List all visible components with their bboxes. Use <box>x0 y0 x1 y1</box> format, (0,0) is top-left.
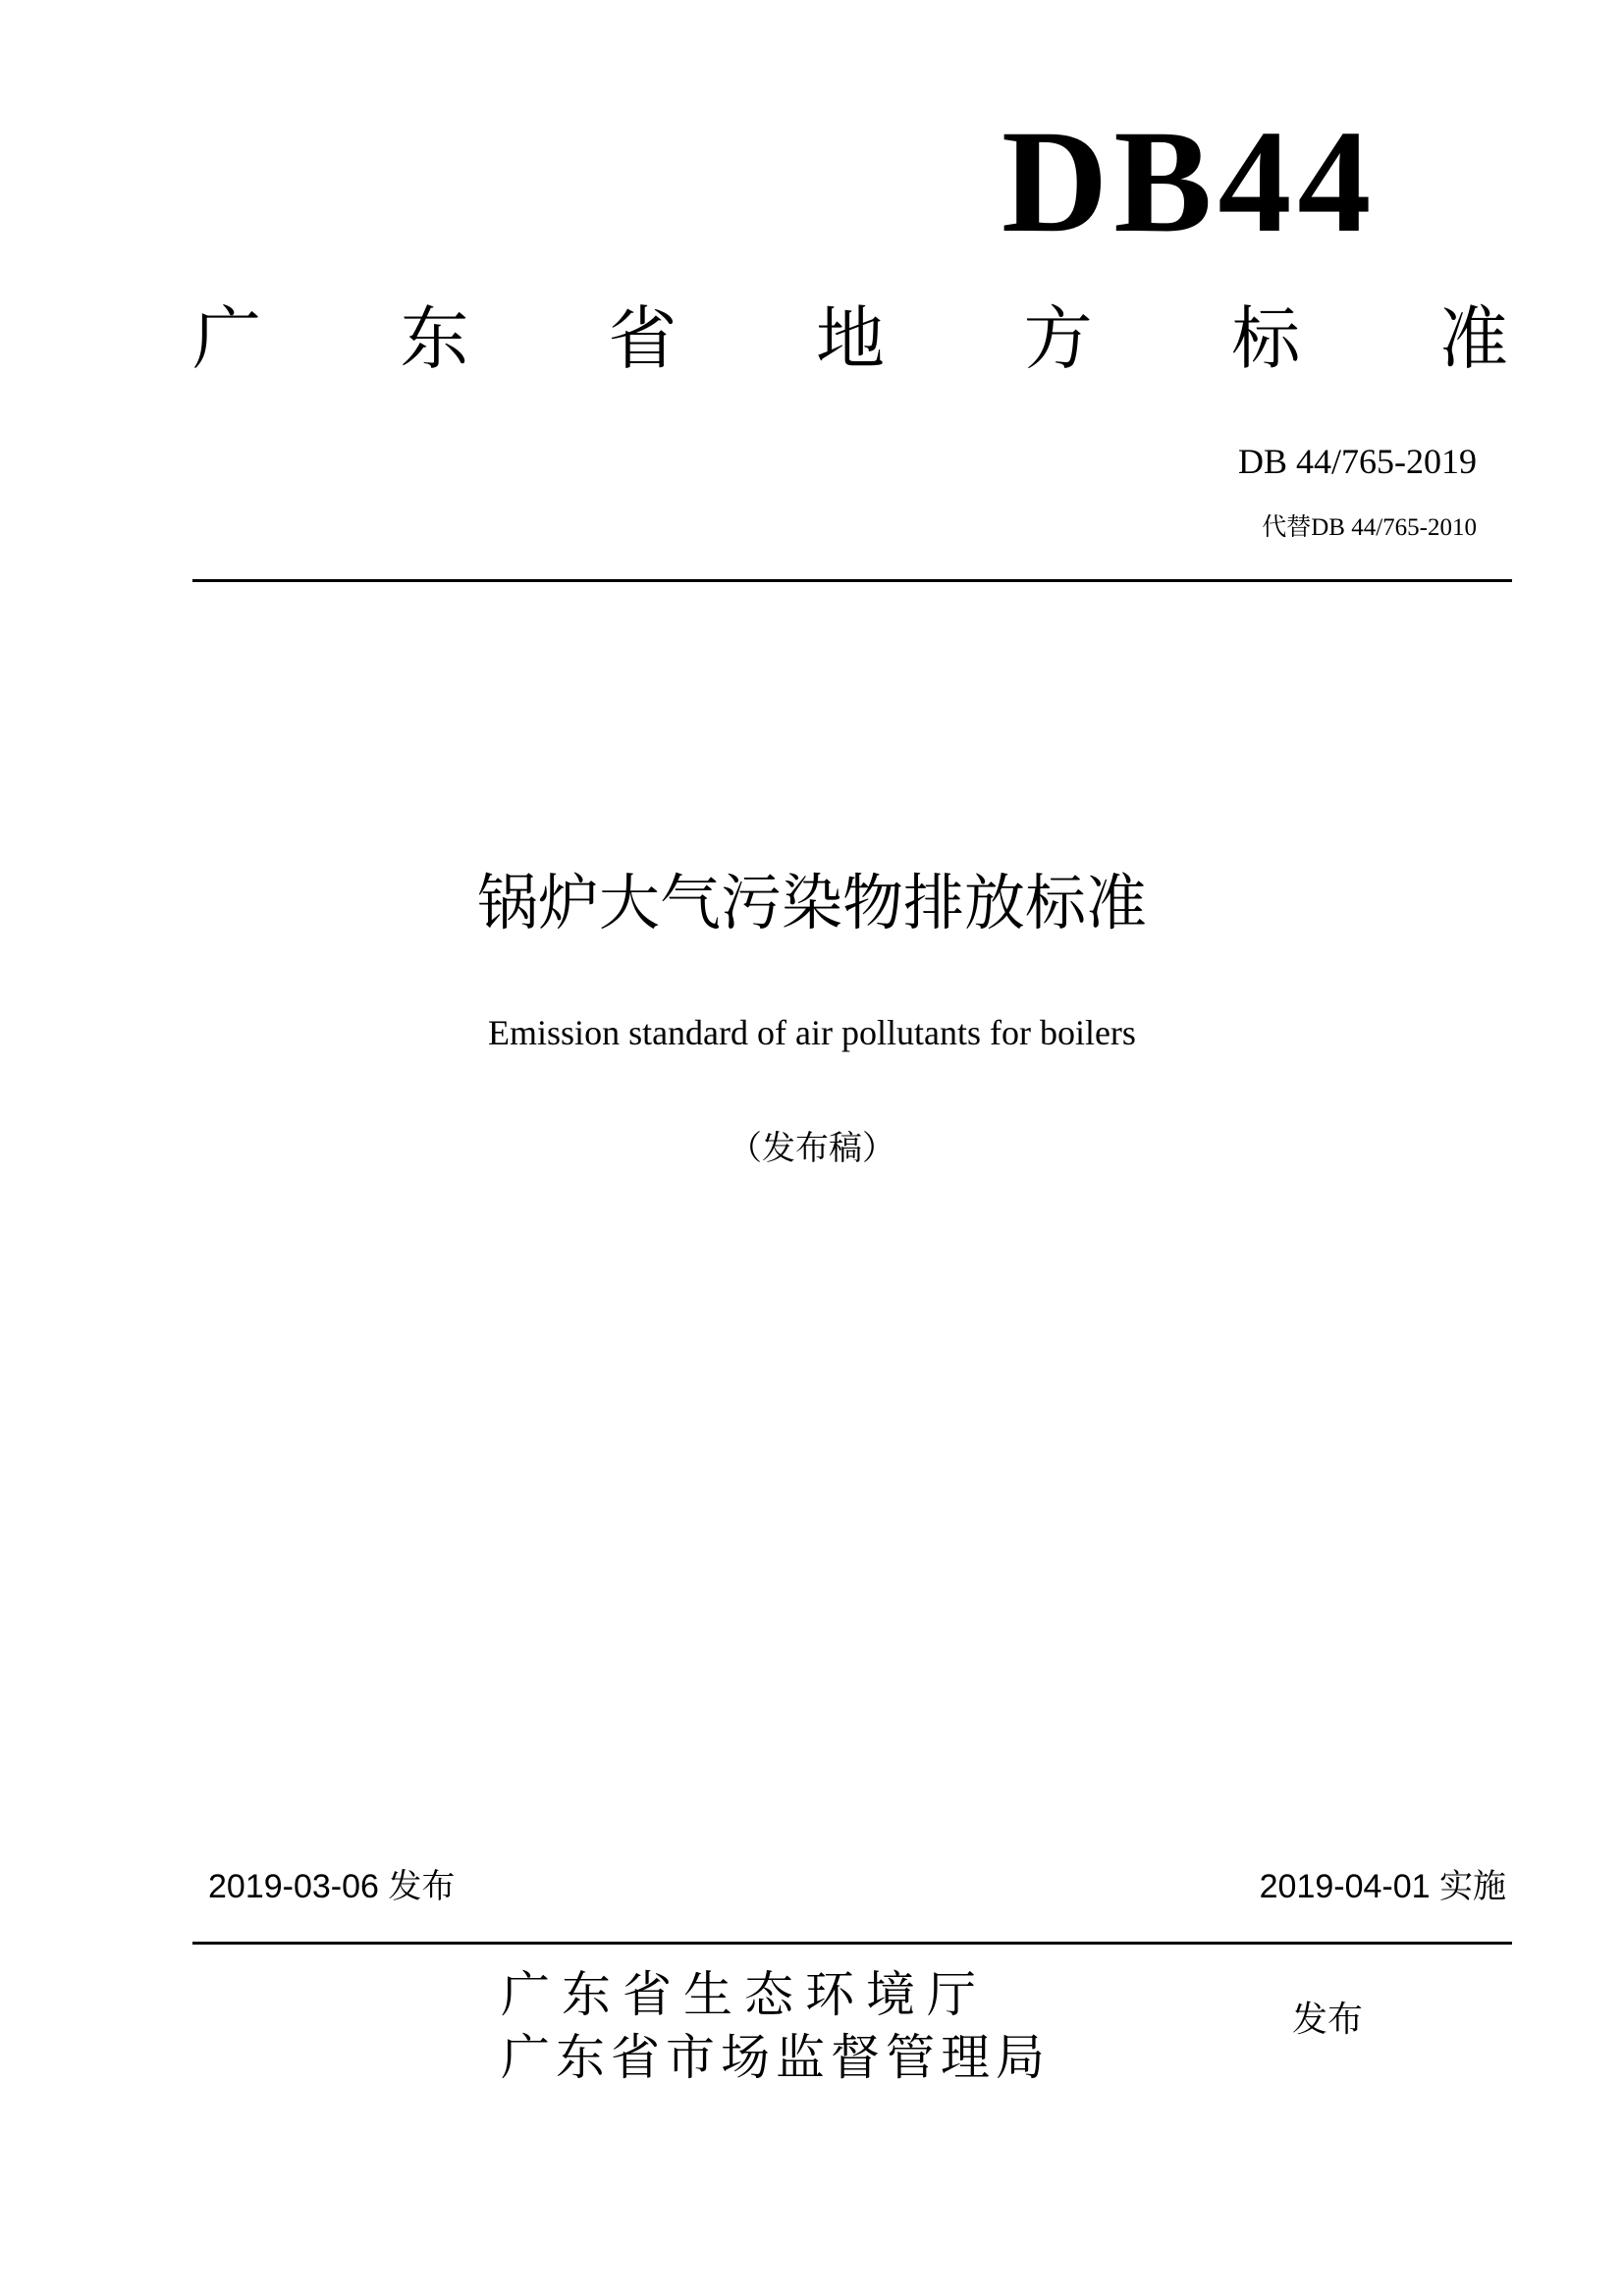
standard-type-char: 东 <box>400 298 469 379</box>
effective-date: 2019-04-01 实施 <box>1259 1868 1506 1905</box>
issue-action: 发布 <box>1292 2000 1364 2040</box>
header-divider <box>192 579 1512 582</box>
standard-title-chinese: 锅炉大气污染物排放标准 <box>476 867 1147 938</box>
standard-type-heading <box>192 294 1508 383</box>
standard-number: DB 44/765-2019 <box>1238 442 1477 481</box>
standard-type-char: 方 <box>1023 298 1093 379</box>
db44-logo: DB44 <box>1001 100 1378 263</box>
replaces-standard: 代替DB 44/765-2010 <box>1262 514 1477 541</box>
standard-type-char: 标 <box>1231 298 1301 379</box>
standard-type-char: 省 <box>608 298 677 379</box>
standard-type-char: 准 <box>1438 298 1508 379</box>
issuer-name: 广东省市场监督管理局 <box>501 2029 1051 2086</box>
issuing-authorities <box>501 1963 1208 2089</box>
standard-type-char: 地 <box>815 298 885 379</box>
draft-status-note: （发布稿） <box>729 1129 895 1168</box>
issuer-name: 广东省生态环境厅 <box>501 1966 988 2023</box>
standard-title-english: Emission standard of air pollutants for boilers <box>488 1013 1136 1052</box>
standard-type-char: 广 <box>192 298 261 379</box>
footer-divider <box>192 1942 1512 1945</box>
issue-date: 2019-03-06 发布 <box>208 1868 456 1905</box>
